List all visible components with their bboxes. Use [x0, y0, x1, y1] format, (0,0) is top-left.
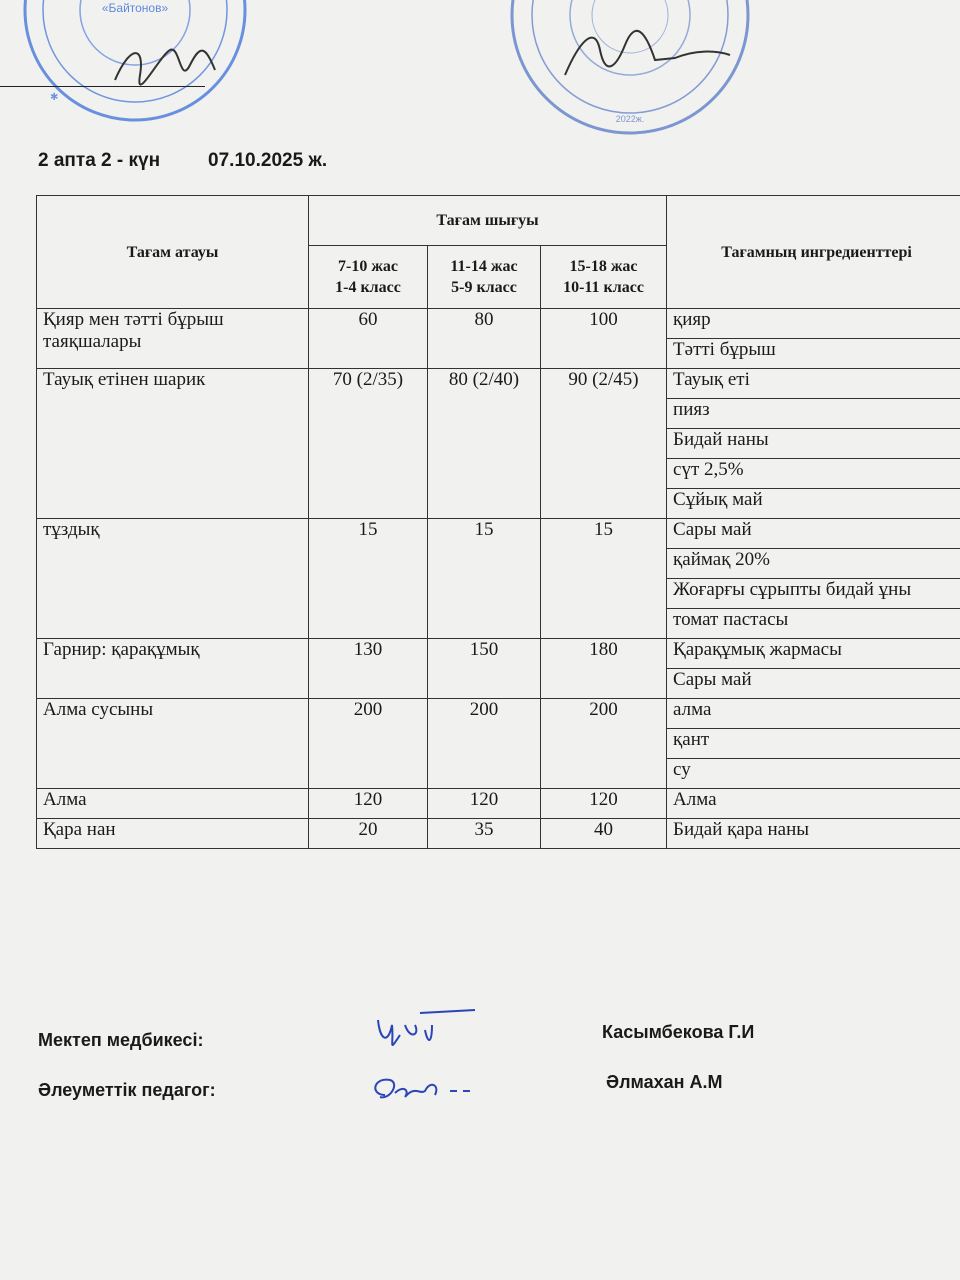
dish-output-cell: 150	[428, 639, 541, 699]
dish-output-cell: 80 (2/40)	[428, 369, 541, 519]
director-signature-right	[555, 20, 735, 95]
dish-output-cell: 15	[309, 519, 428, 639]
dish-output-cell: 80	[428, 309, 541, 369]
svg-text:«Байтонов»: «Байтонов»	[101, 1, 169, 15]
pedagogue-name: Әлмахан А.М	[606, 1072, 723, 1092]
dish-output-cell: 200	[309, 699, 428, 789]
dish-name-cell: Қияр мен тәтті бұрыш таяқшалары	[37, 309, 309, 369]
ingredient-cell: Сары май	[667, 519, 960, 549]
table-row	[37, 519, 960, 549]
dish-output-cell: 200	[428, 699, 541, 789]
table-row	[37, 639, 960, 669]
nurse-label: Мектеп медбикесі:	[38, 1030, 204, 1050]
pedagogue-label: Әлеуметтік педагог:	[38, 1080, 216, 1100]
menu-table-body	[37, 309, 960, 849]
nurse-signature	[370, 1005, 480, 1060]
dish-output-cell: 15	[428, 519, 541, 639]
ingredient-cell: Сары май	[667, 669, 960, 699]
dish-output-cell: 200	[541, 699, 667, 789]
dish-output-cell: 100	[541, 309, 667, 369]
dish-output-cell: 40	[541, 819, 667, 849]
week-day: 2 апта 2 - күн	[38, 150, 161, 171]
ingredient-cell: сүт 2,5%	[667, 459, 960, 489]
ingredient-cell: су	[667, 759, 960, 789]
dish-output-cell: 120	[428, 789, 541, 819]
ingredient-cell: алма	[667, 699, 960, 729]
ingredient-cell: қияр	[667, 309, 960, 339]
ingredient-cell: томат пастасы	[667, 609, 960, 639]
dish-name-cell: Гарнир: қарақұмық	[37, 639, 309, 699]
table-header-row	[37, 196, 960, 246]
header-dish-output: Тағам шығуы	[309, 196, 667, 246]
dish-output-cell: 15	[541, 519, 667, 639]
dish-output-cell: 90 (2/45)	[541, 369, 667, 519]
ingredient-cell: қант	[667, 729, 960, 759]
svg-text:2022ж.: 2022ж.	[615, 114, 645, 124]
menu-date: 07.10.2025 ж.	[208, 150, 328, 171]
dish-name-cell: Алма сусыны	[37, 699, 309, 789]
nurse-name: Касымбекова Г.И	[602, 1022, 755, 1042]
dish-name-cell: тұздық	[37, 519, 309, 639]
ingredient-cell: Қарақұмық жармасы	[667, 639, 960, 669]
table-row	[37, 369, 960, 399]
ingredient-cell: Алма	[667, 789, 960, 819]
dish-output-cell: 35	[428, 819, 541, 849]
dish-name-cell: Қара нан	[37, 819, 309, 849]
svg-text:✱: ✱	[50, 92, 59, 103]
pedagogue-signature	[365, 1065, 485, 1115]
ingredient-cell: Тауық еті	[667, 369, 960, 399]
dish-output-cell: 120	[541, 789, 667, 819]
dish-output-cell: 130	[309, 639, 428, 699]
ingredient-cell: пияз	[667, 399, 960, 429]
dish-name-cell: Алма	[37, 789, 309, 819]
dish-output-cell: 120	[309, 789, 428, 819]
table-row	[37, 789, 960, 819]
ingredient-cell: қаймақ 20%	[667, 549, 960, 579]
table-row	[37, 699, 960, 729]
ingredient-cell: Бидай наны	[667, 429, 960, 459]
header-age-group: 11-14 жас 5-9 класс	[428, 246, 541, 309]
dish-output-cell: 180	[541, 639, 667, 699]
header-dish-name: Тағам атауы	[37, 196, 309, 309]
ingredient-cell: Сұйық май	[667, 489, 960, 519]
menu-day-title	[38, 150, 327, 172]
dish-output-cell: 20	[309, 819, 428, 849]
header-age-group: 15-18 жас 10-11 класс	[541, 246, 667, 309]
dish-output-cell: 60	[309, 309, 428, 369]
header-age-group: 7-10 жас 1-4 класс	[309, 246, 428, 309]
director-signature-left	[110, 35, 220, 100]
table-row	[37, 819, 960, 849]
ingredient-cell: Бидай қара наны	[667, 819, 960, 849]
header-ingredients: Тағамның ингредиенттері	[667, 196, 960, 309]
dish-name-cell: Тауық етінен шарик	[37, 369, 309, 519]
menu-table	[36, 195, 960, 849]
dish-output-cell: 70 (2/35)	[309, 369, 428, 519]
ingredient-cell: Жоғарғы сұрыпты бидай ұны	[667, 579, 960, 609]
table-row	[37, 309, 960, 339]
ingredient-cell: Тәтті бұрыш	[667, 339, 960, 369]
